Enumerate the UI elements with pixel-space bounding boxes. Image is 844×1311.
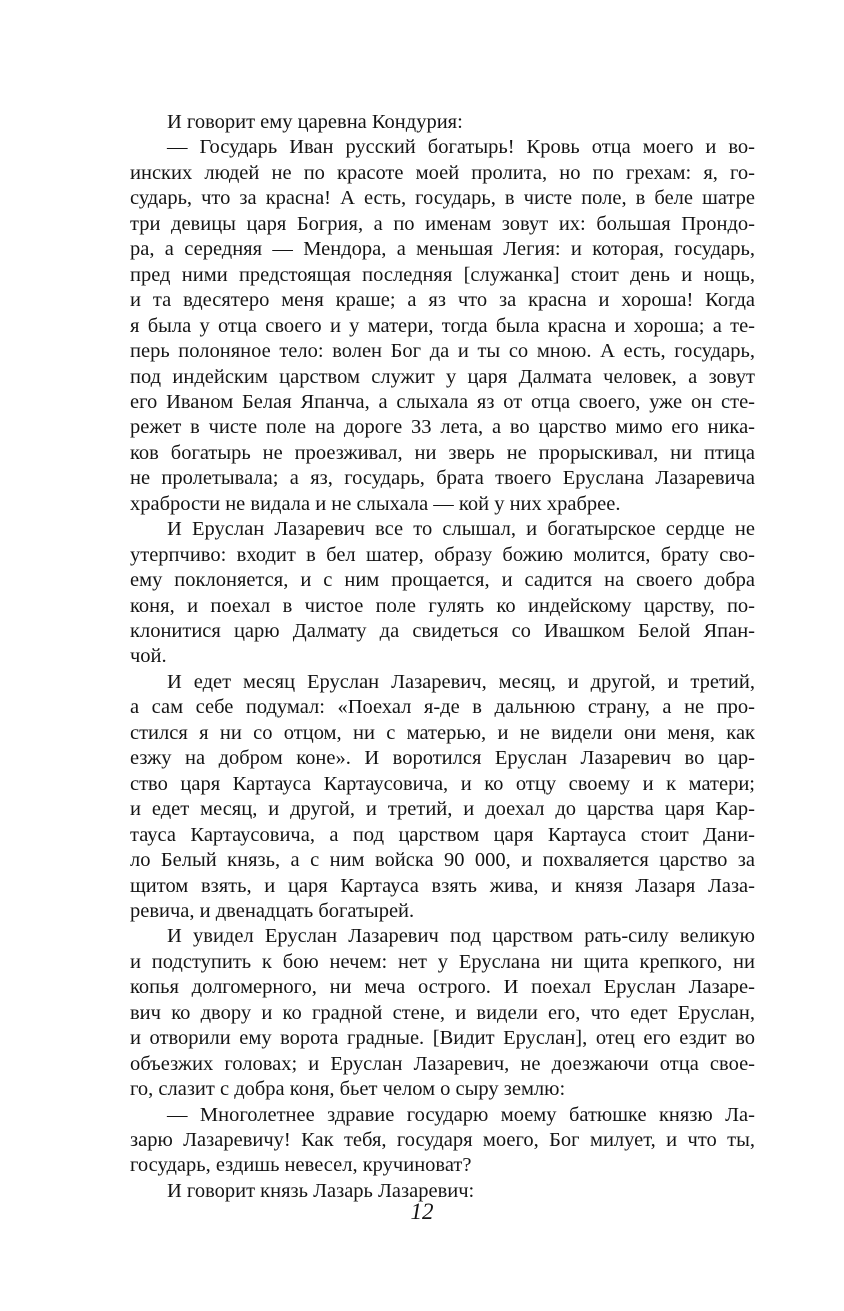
text-line: И едет месяц Еруслан Лазаревич, месяц, и другой, и третий, [167, 670, 755, 693]
text-line: зарю Лазаревичу! Как тебя, государя моего, Бог милует, и что ты, [130, 1129, 755, 1151]
text-line: И говорит князь Лазарь Лазаревич: [167, 1179, 475, 1202]
text-line: государь, ездишь невесел, кручиноват? [130, 1154, 472, 1177]
text-line: утерпчиво: входит в бел шатер, образу божию молится, брату сво- [130, 543, 755, 566]
text-line: не пролетывала; а яз, государь, брата твоего Еруслана Лазаревича [130, 467, 755, 490]
text-line: ра, а середняя — Мендора, а меньшая Легия: и которая, государь, [130, 238, 755, 261]
text-line: сударь, что за красна! А есть, государь, в чисте поле, в беле шатре [130, 187, 755, 210]
text-line: чой. [130, 645, 167, 668]
text-line: щитом взять, и царя Картауса взять жива, и князя Лазаря Лаза- [130, 874, 755, 897]
text-line: езжу на добром коне». И воротился Еруслан Лазаревич во цар- [130, 747, 755, 770]
text-line: коня, и поехал в чистое поле гулять ко индейскому царству, по- [130, 594, 755, 617]
text-line: я была у отца своего и у матери, тогда была красна и хороша; а те- [130, 314, 755, 337]
text-line: пред ними предстоящая последняя [служанка] стоит день и нощь, [130, 263, 755, 286]
text-line: клонитися царю Далмату да свидеться со Ивашком Белой Япан- [130, 620, 755, 642]
text-line: перь полоняное тело: волен Бог да и ты со мною. А есть, государь, [130, 340, 755, 363]
text-line: его Иваном Белая Япанча, а слыхала яз от отца своего, уже он сте- [130, 390, 755, 413]
text-line: ство царя Картауса Картаусовича, и ко отцу своему и к матери; [130, 772, 755, 795]
text-line: стился я ни со отцом, ни с матерью, и не видели они меня, как [130, 721, 755, 744]
text-line: и едет месяц, и другой, и третий, и доехал до царства царя Кар- [130, 798, 755, 821]
text-line: объезжих головах; и Еруслан Лазаревич, не доезжаючи отца свое- [130, 1052, 755, 1075]
text-line: вич ко двору и ко градной стене, и видели его, что едет Еруслан, [130, 1001, 755, 1024]
text-line: — Многолетнее здравие государю моему батюшке князю Ла- [167, 1103, 755, 1126]
text-line: три девицы царя Богрия, а по именам зовут их: большая Прондо- [130, 212, 755, 235]
text-line: копья долгомерного, ни меча острого. И поехал Еруслан Лазаре- [130, 976, 755, 999]
text-line: И Еруслан Лазаревич все то слышал, и богатырское сердце не [167, 518, 755, 541]
text-line: И говорит ему царевна Кондурия: [167, 111, 463, 133]
text-line: инских людей не по красоте моей пролита, но по грехам: я, го- [130, 161, 755, 184]
text-line: храбрости не видала и не слыхала — кой у них храбрее. [130, 492, 621, 515]
text-line: ему поклоняется, и с ним прощается, и садится на своего добра [130, 569, 755, 592]
text-line: и подступить к бою нечем: нет у Еруслана ни щита крепкого, ни [130, 950, 755, 973]
text-line: ло Белый князь, а с ним войска 90 000, и похваляется царство за [130, 849, 755, 872]
text-line: — Государь Иван русский богатырь! Кровь отца моего и во- [167, 136, 755, 159]
text-line: го, слазит с добра коня, бьет челом о сыру землю: [130, 1078, 566, 1101]
text-line: тауса Картаусовича, а под царством царя Картауса стоит Дани- [130, 823, 755, 846]
page-number: 12 [410, 1199, 434, 1224]
text-line: и отворили ему ворота градные. [Видит Еруслан], отец его ездит во [130, 1027, 755, 1050]
text-line: под индейским царством служит у царя Далмата человек, а зовут [130, 365, 755, 388]
text-line: ревича, и двенадцать богатырей. [130, 899, 415, 922]
text-line: И увидел Еруслан Лазаревич под царством рать-силу великую [167, 925, 755, 948]
text-line: а сам себе подумал: «Поехал я-де в дальнюю страну, а не про- [130, 696, 755, 719]
text-line: ков богатырь не проезживал, ни зверь не прорыскивал, ни птица [130, 441, 755, 464]
text-line: режет в чисте поле на дороге 33 лета, а во царство мимо его ника- [130, 416, 755, 439]
text-line: и та вдесятеро меня краше; а яз что за красна и хороша! Когда [130, 289, 755, 312]
